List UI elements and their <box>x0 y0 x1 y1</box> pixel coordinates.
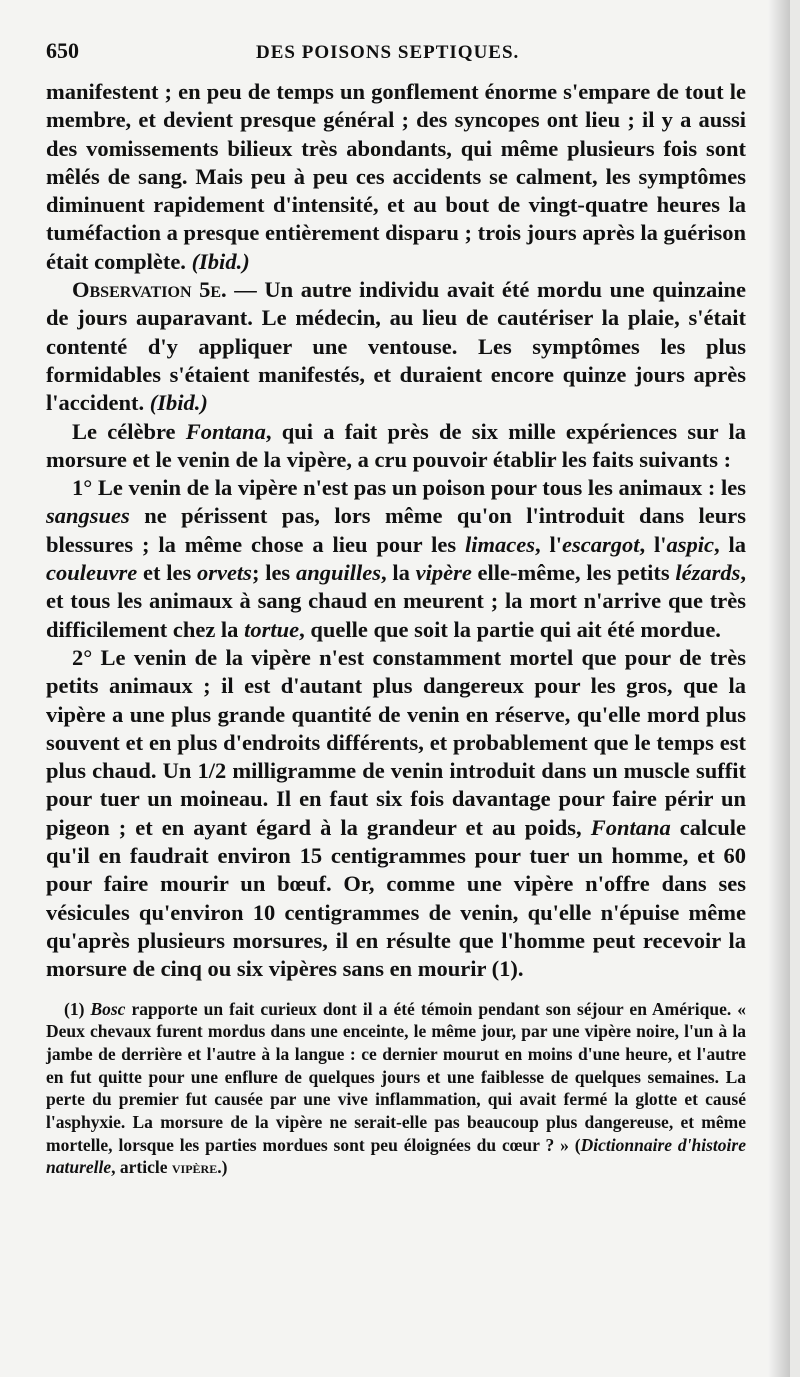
p4-e: , la <box>713 531 746 557</box>
p4-vipere: vipère <box>415 560 472 586</box>
p4-f: et les <box>137 560 197 586</box>
footnote-vipere: vipère <box>171 1157 218 1178</box>
p4-sangsues: sangsues <box>46 503 130 529</box>
p4-c: , l' <box>534 531 562 557</box>
p5-a: Le venin de la vipère n'est constamment mortel que pour de très petits animaux ; il est d'autant plus dangereux pour les gros, que la vipère a une plus grande quantité de venin en réserve, qu'elle mord plus souvent et en plus d'endroits différents, et probablement que le temps est plus chaud. Un 1/2 milligramme de venin introduit dans un muscle suffit pour tuer un moineau. Il en faut six fois davantage pour faire périr un pigeon ; et en ayant égard à la grandeur et au poids, <box>46 644 746 840</box>
main-text <box>46 78 746 984</box>
p3-fontana: Fontana <box>185 418 266 444</box>
paragraph-1 <box>46 78 746 276</box>
p4-escargot: escargot <box>561 531 640 557</box>
footnote-text-d: .) <box>217 1157 228 1178</box>
p4-lezards: lézards <box>675 560 741 586</box>
page-number: 650 <box>46 38 79 63</box>
p4-j: , et tous les animaux à sang chaud en meurent ; la mort n'arrive que très difficilement chez la <box>46 560 746 642</box>
paragraph-fontana <box>46 418 746 475</box>
p5-b: calcule qu'il en faudrait environ 15 centigrammes pour tuer un homme, et 60 pour faire mourir un bœuf. Or, comme une vipère n'offre dans ses vésicules qu'environ 10 centigrammes de venin, qu'elle n'épuise même qu'après plusieurs morsures, il en résulte que l'homme peut recevoir la morsure de cinq ou six vipères sans en mourir (1). <box>46 814 746 982</box>
point-1-number: 1° <box>72 475 93 501</box>
footnote-text-a: rapporte un fait curieux dont il a été témoin pendant son séjour en Amérique. « Deux chevaux furent mordus dans une enceinte, le même jour, par une vipère noire, l'un à la jambe de derrière et l'autre à la langue : ce dernier mourut en moins d'une heure, et l'autre en fut quitte pour une enflure de quelques jours et une faiblesse de quelques semaines. La perte du premier fut causée par une vive inflammation, qui avait fermé la glotte et causé l'asphyxie. La morsure de la vipère ne serait-elle pas beaucoup plus dangereuse, et même mortelle, lorsque les parties mordues sont peu éloignées du cœur ? » ( <box>46 998 746 1155</box>
p4-i: elle-même, les petits <box>471 560 676 586</box>
p5-fontana: Fontana <box>590 814 671 840</box>
p4-limaces: limaces <box>464 531 535 557</box>
p1-text: manifestent ; en peu de temps un gonflement énorme s'empare de tout le membre, et devient presque général ; des syncopes ont lieu ; il y a aussi des vomissements bilieux très abondants, qui même plusieurs fois sont mêlés de sang. Mais peu à peu ces accidents se calment, les symptômes diminuent rapidement d'intensité, et au bout de vingt-quatre heures la tuméfaction a presque entièrement disparu ; trois jours après la guérison était complète. <box>46 79 746 274</box>
page-header <box>46 38 746 78</box>
footnote-text-b: , article <box>111 1157 172 1178</box>
footnote-1 <box>46 998 746 1180</box>
p3-text-a: Le célèbre <box>72 418 186 444</box>
p2-text: Un autre individu avait été mordu une quinzaine de jours auparavant. Le médecin, au lieu de cautériser la plaie, s'était contenté d'y appliquer une ventouse. Les symptômes les plus formidables s'étaient manifestés, et duraient encore quinze jours après l'accident. <box>46 277 747 416</box>
footnote-source: Dictionnaire d'histoire naturelle <box>46 1134 746 1178</box>
p2-reference: (Ibid.) <box>149 390 208 416</box>
paragraph-point-2 <box>46 644 746 984</box>
p1-reference: (Ibid.) <box>191 248 250 274</box>
p4-h: , la <box>380 560 416 586</box>
footnote-marker: (1) <box>64 998 85 1019</box>
point-2-number: 2° <box>72 644 93 670</box>
p4-k: , quelle que soit la partie qui ait été mordue. <box>299 616 721 642</box>
p4-anguilles: anguilles <box>295 560 381 586</box>
p4-orvets: orvets <box>196 560 252 586</box>
paragraph-point-1 <box>46 474 746 644</box>
p4-b: ne périssent pas, lors même qu'on l'introduit dans leurs blessures ; la même chose a lieu pour les <box>46 503 746 557</box>
observation-dash: — <box>226 277 265 303</box>
paragraph-observation-5 <box>46 276 746 417</box>
observation-label: Observation 5e. <box>72 277 227 303</box>
p4-aspic: aspic <box>666 531 714 557</box>
p3-text-b: , qui a fait près de six mille expériences sur la morsure et le venin de la vipère, a cru pouvoir établir les faits suivants : <box>46 418 746 472</box>
footnote-bosc: Bosc <box>90 998 126 1019</box>
p4-a: Le venin de la vipère n'est pas un poison pour tous les animaux : les <box>92 475 746 501</box>
p4-tortue: tortue <box>244 616 300 642</box>
p4-g: ; les <box>251 560 296 586</box>
running-title: DES POISONS SEPTIQUES. <box>256 42 520 63</box>
footnote <box>46 998 746 1180</box>
p4-couleuvre: couleuvre <box>46 560 138 586</box>
p4-d: , l' <box>639 531 667 557</box>
